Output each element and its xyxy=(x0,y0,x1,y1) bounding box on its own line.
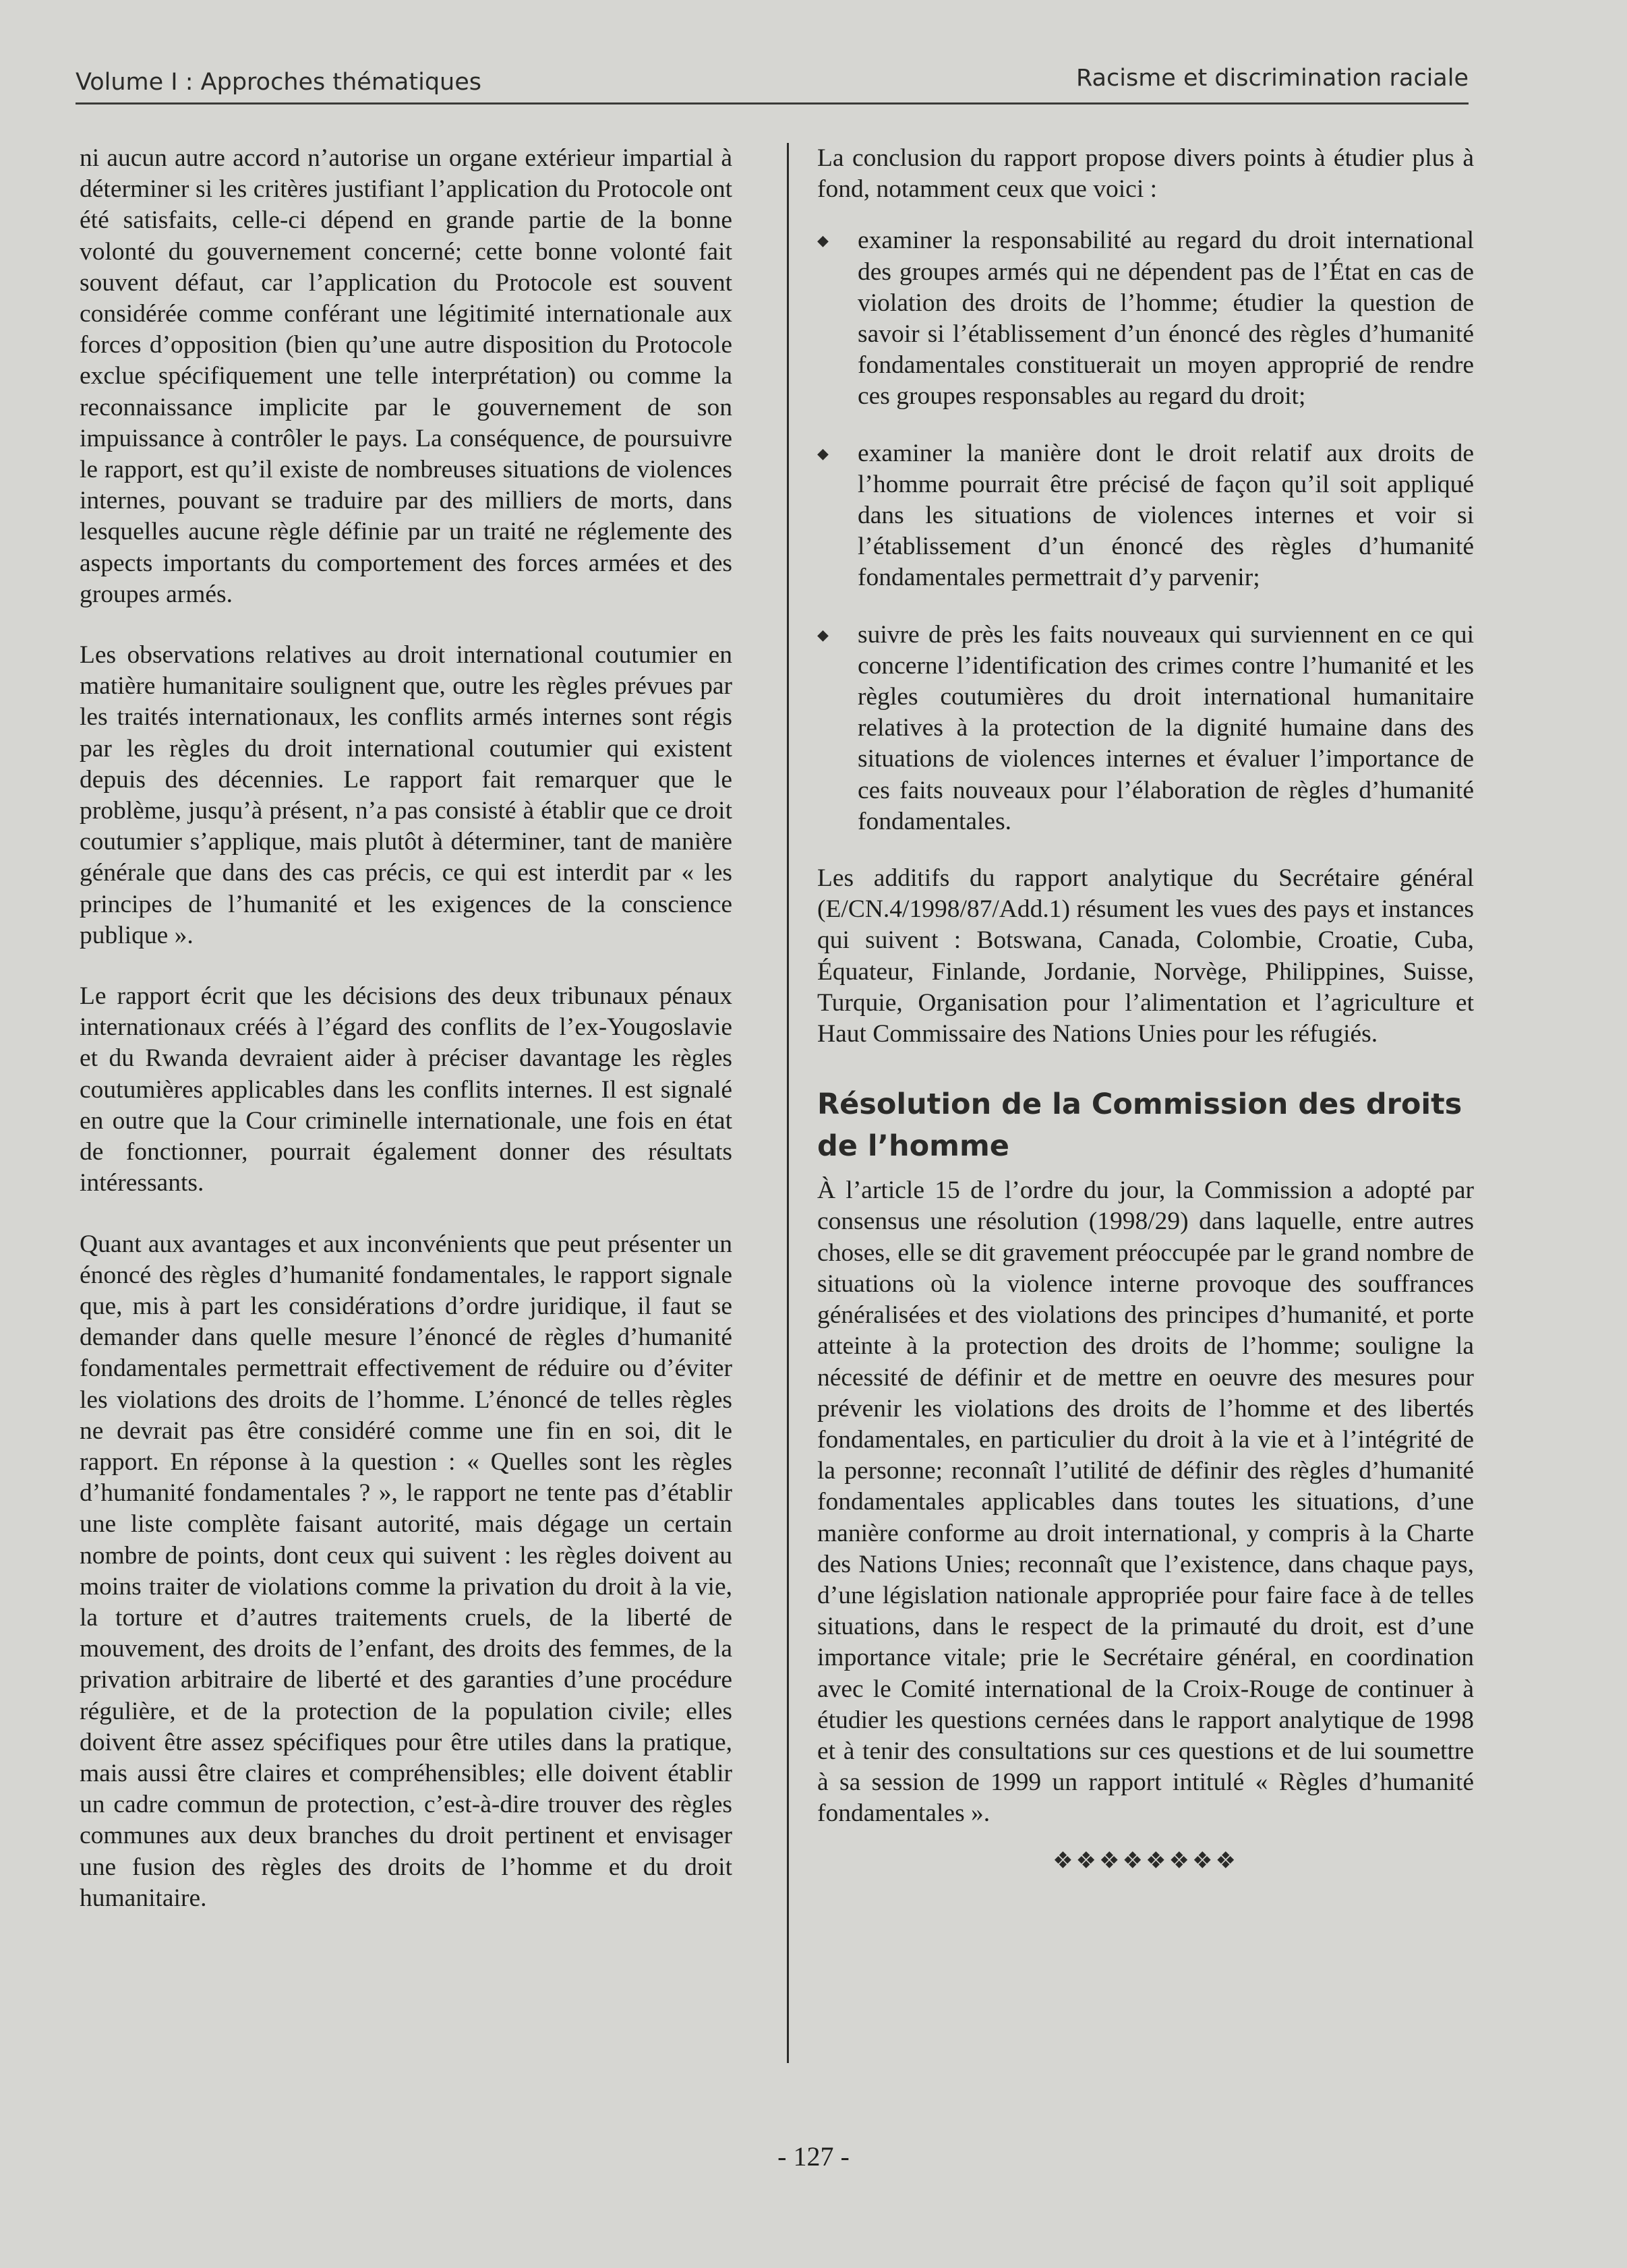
ornament-divider-icon: ❖❖❖❖❖❖❖❖ xyxy=(1053,1848,1239,1874)
left-column xyxy=(80,143,732,1941)
list-item xyxy=(817,225,1474,412)
header-volume-title: Volume I : Approches thématiques xyxy=(76,69,481,96)
diamond-bullet-icon: ◆ xyxy=(817,626,829,643)
list-item xyxy=(817,438,1474,594)
section-heading: Résolution de la Commission des droits de l’homme xyxy=(817,1087,1462,1164)
list-item-text: examiner la responsabilité au regard du droit international des groupes armés qui ne dépendent pas de l’État en cas de violation des droits de l’homme; étudier la question de savoir si l’établissement d’un énoncé des règles d’humanité fondamentales constituerait un moyen approprié de rendre ces groupes responsables au regard du droit; xyxy=(858,227,1474,411)
paragraph-resolution: À l’article 15 de l’ordre du jour, la Commission a adopté par consensus une résolution (1998/29) dans laquelle, entre autres choses, elle se dit gravement préoccupée par le grand nombre de situations où la violence interne provoque des souffrances généralisées et des violations des principes d’humanité, et porte atteinte à la protection des droits de l’homme; souligne la nécessité de définir et de mettre en oeuvre des mesures pour prévenir les violations des droits de l’homme et des libertés fondamentales, en particulier du droit à la vie et à l’intégrité de la personne; reconnaît l’utilité de définir des règles d’humanité fondamentales applicables dans toutes les situations, d’une manière conforme au droit international, y compris à la Charte des Nations Unies; reconnaît que l’existence, dans chaque pays, d’une législation nationale appropriée pour faire face à de telles situations, dans le respect de la primauté du droit, est d’une importance vitale; prie le Secrétaire général, en coordination avec le Comité international de la Croix-Rouge de continuer à étudier les questions cernées dans le rapport analytique de 1998 et à tenir des consultations sur ces questions et de lui soumettre à sa session de 1999 un rapport intitulé « Règles d’humanité fondamentales ». xyxy=(817,1176,1474,1828)
diamond-bullet-icon: ◆ xyxy=(817,232,829,249)
list-item-text: suivre de près les faits nouveaux qui surviennent en ce qui concerne l’identification des crimes contre l’humanité et les règles coutumières du droit international humanitaire relatives à la protection de la dignité humaine dans des situations de violences internes et évaluer l’importance de ces faits nouveaux pour l’élaboration de règles d’humanité fondamentales. xyxy=(858,620,1474,835)
right-column xyxy=(817,143,1474,1877)
paragraph-customary-law: Les observations relatives au droit international coutumier en matière humanitaire soulignent que, outre les règles prévues par les traités internationaux, les conflits armés internes sont régis par les règles du droit international coutumier qui existent depuis des décennies. Le rapport fait remarquer que le problème, jusqu’à présent, n’a pas consisté à établir que ce droit coutumier s’applique, mais plutôt à déterminer, tant de manière générale que dans des cas précis, ce qui est interdit par « les principes de l’humanité et les exigences de la conscience publique ». xyxy=(80,641,732,949)
column-divider xyxy=(787,143,789,2063)
paragraph-advantages: Quant aux avantages et aux inconvénients que peut présenter un énoncé des règles d’humanité fondamentales, le rapport signale que, mis à part les considérations d’ordre juridique, il faut se demander dans quelle mesure l’énoncé de règles d’humanité fondamentales permettrait effectivement de réduire ou d’éviter les violations des droits de l’homme. L’énoncé de telles règles ne devrait pas être considéré comme une fin en soi, dit le rapport. En réponse à la question : « Quelles sont les règles d’humanité fondamentales ? », le rapport ne tente pas d’établir une liste complète faisant autorité, mais dégage un certain nombre de points, dont ceux qui suivent : les règles doivent au moins traiter de violations comme la privation du droit à la vie, la torture et d’autres traitements cruels, de la liberté de mouvement, des droits de l’enfant, des droits des femmes, de la privation arbitraire de liberté et des garanties d’une procédure régulière, et de la protection de la population civile; elles doivent être assez spécifiques pour être utiles dans la pratique, mais aussi être claires et compréhensibles; elle doivent établir un cadre commun de protection, c’est-à-dire trouver des règles communes aux deux branches du droit pertinent et envisager une fusion des règles des droits de l’homme et du droit humanitaire. xyxy=(80,1230,732,1912)
header-section-title: Racisme et discrimination raciale xyxy=(1076,65,1469,92)
list-item xyxy=(817,620,1474,837)
list-item-text: examiner la manière dont le droit relatif aux droits de l’homme pourrait être précisé de façon qu’il soit appliqué dans les situations de violences internes et voir si l’établissement d’un énoncé des règles d’humanité fondamentales permettrait d’y parvenir; xyxy=(858,439,1474,592)
paragraph-tribunals: Le rapport écrit que les décisions des deux tribunaux pénaux internationaux créés à l’égard des conflits de l’ex-Yougoslavie et du Rwanda devraient aider à préciser davantage les règles coutumières applicables dans les conflits internes. Il est signalé en outre que la Cour criminelle internationale, une fois en état de fonctionner, pourrait également donner des résultats intéressants. xyxy=(80,982,732,1197)
paragraph-conclusion-intro: La conclusion du rapport propose divers points à étudier plus à fond, notamment ceux que voici : xyxy=(817,144,1474,204)
conclusion-list xyxy=(817,225,1474,837)
diamond-bullet-icon: ◆ xyxy=(817,444,829,462)
page-number: - 127 - xyxy=(777,2141,850,2172)
header-rule xyxy=(76,102,1469,105)
running-header xyxy=(76,65,1469,105)
paragraph-protocol: ni aucun autre accord n’autorise un organe extérieur impartial à déterminer si les critères justifiant l’application du Protocole ont été satisfaits, celle-ci dépend en grande partie de la bonne volonté du gouvernement concerné; cette bonne volonté fait souvent défaut, car l’application du Protocole est souvent considérée comme conférant une légitimité internationale aux forces d’opposition (bien qu’une autre disposition du Protocole exclue spécifiquement une telle interprétation) ou comme la reconnaissance implicite par le gouvernement de son impuissance à contrôler le pays. La conséquence, de poursuivre le rapport, est qu’il existe de nombreuses situations de violences internes, pouvant se traduire par des milliers de morts, dans lesquelles aucune règle définie par un traité ne réglemente des aspects importants du comportement des forces armées et des groupes armés. xyxy=(80,144,732,608)
paragraph-additifs: Les additifs du rapport analytique du Secrétaire général (E/CN.4/1998/87/Add.1) résument les vues des pays et instances qui suivent : Botswana, Canada, Colombie, Croatie, Cuba, Équateur, Finlande, Jordanie, Norvège, Philippines, Suisse, Turquie, Organisation pour l’alimentation et l’agriculture et Haut Commissaire des Nations Unies pour les réfugiés. xyxy=(817,864,1474,1048)
